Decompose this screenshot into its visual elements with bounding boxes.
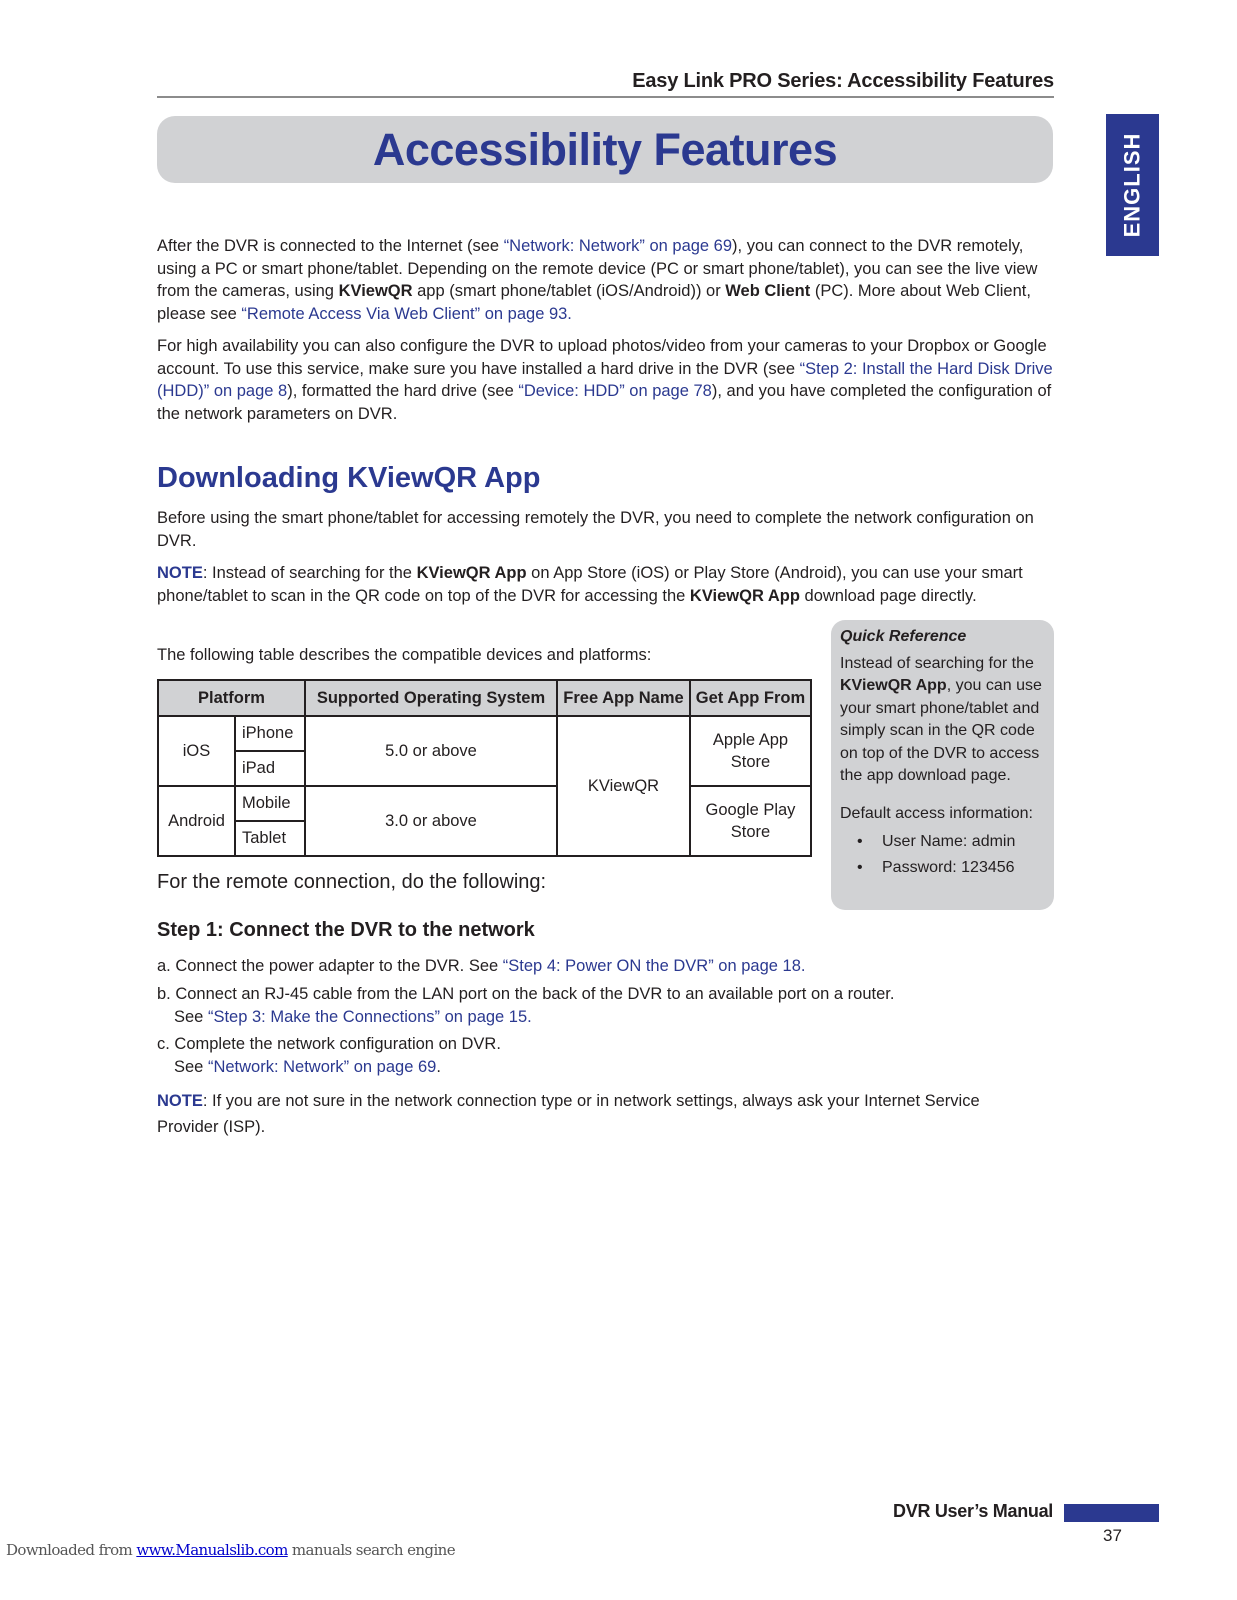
intro-paragraph-1 xyxy=(157,235,1057,325)
intro-paragraph-2 xyxy=(157,335,1057,425)
language-tab xyxy=(1106,114,1159,256)
note-label: NOTE xyxy=(157,564,203,582)
link-network-page-69[interactable]: “Network: Network” on page 69 xyxy=(207,1057,437,1076)
language-tab-label: ENGLISH xyxy=(1119,132,1145,238)
header-title: Easy Link PRO Series: Accessibility Features xyxy=(632,70,1054,92)
list-item-text: Password: 123456 xyxy=(882,859,1015,876)
download-note xyxy=(157,562,1057,607)
list-item xyxy=(840,829,1046,855)
remote-connection-intro: For the remote connection, do the following: xyxy=(157,871,547,893)
column-header: Free App Name xyxy=(557,680,690,716)
os-cell: 3.0 or above xyxy=(305,786,557,856)
compatibility-table xyxy=(157,679,812,857)
os-cell: 5.0 or above xyxy=(305,716,557,786)
step-1-heading: Step 1: Connect the DVR to the network xyxy=(157,919,535,941)
device-cell: Mobile xyxy=(235,786,305,821)
app-name-cell: KViewQR xyxy=(557,716,690,856)
text: : Instead of searching for the xyxy=(202,564,417,582)
section-heading: Downloading KViewQR App xyxy=(157,462,541,494)
text: Downloaded from xyxy=(6,1541,137,1559)
step-item-a xyxy=(157,955,1057,978)
text: : If you are not sure in the network connection type or in network settings, always ask your Internet Service Provider (ISP). xyxy=(157,1092,980,1136)
bold-text: Web Client xyxy=(725,282,811,300)
device-cell: iPhone xyxy=(235,716,305,751)
platform-cell: Android xyxy=(158,786,235,856)
link-install-hdd-page-8[interactable]: “Step 2: Install the Hard Disk Drive (HDD)” on page 8 xyxy=(157,359,1053,400)
device-cell: iPad xyxy=(235,751,305,786)
text: . xyxy=(436,1057,441,1076)
default-access-label: Default access information: xyxy=(840,804,1033,822)
link-device-hdd-page-78[interactable]: “Device: HDD” on page 78 xyxy=(518,382,712,400)
text: ), formatted the hard drive (see xyxy=(287,382,519,400)
platform-cell: iOS xyxy=(158,716,235,786)
bold-text: KViewQR App xyxy=(840,677,947,694)
text: For high availability you can also configure the DVR to upload photos/video from your cameras to your Dropbox or Google account. To use this service, make sure you have installed a hard drive in the DVR (see xyxy=(157,337,1047,378)
bold-text: KViewQR xyxy=(338,282,413,300)
page-number: 37 xyxy=(1103,1526,1122,1545)
list-item xyxy=(840,855,1046,881)
bullet-icon: • xyxy=(857,859,863,876)
text: c. Complete the network configuration on DVR. xyxy=(157,1035,501,1053)
text: b. Connect an RJ-45 cable from the LAN port on the back of the DVR to an available port on a router. xyxy=(157,985,895,1003)
column-header: Supported Operating System xyxy=(305,680,557,716)
link-network-page-69[interactable]: “Network: Network” on page 69 xyxy=(503,237,733,255)
device-cell: Tablet xyxy=(235,821,305,856)
column-header: Platform xyxy=(158,680,305,716)
bold-text: KViewQR App xyxy=(416,564,527,582)
text: Instead of searching for the xyxy=(840,654,1034,672)
link-power-on-page-18[interactable]: “Step 4: Power ON the DVR” on page 18. xyxy=(502,957,806,975)
quick-reference-box xyxy=(831,620,1054,910)
step-item-b xyxy=(157,983,1057,1028)
note-label: NOTE xyxy=(157,1092,203,1110)
quick-reference-title: Quick Reference xyxy=(840,628,967,645)
download-source-note xyxy=(6,1541,455,1559)
column-header: Get App From xyxy=(690,680,811,716)
step-item-c xyxy=(157,1033,1057,1078)
manualslib-link[interactable]: www.Manualslib.com xyxy=(136,1541,288,1559)
download-paragraph: Before using the smart phone/tablet for accessing remotely the DVR, you need to complete the network configuration on DVR. xyxy=(157,509,1034,550)
table-header-row xyxy=(158,680,811,716)
bold-text: KViewQR App xyxy=(689,586,800,605)
title-banner xyxy=(157,116,1053,183)
app-source-cell: Apple App Store xyxy=(690,716,811,786)
text: (PC). More about Web Client, please see xyxy=(157,282,1031,323)
link-web-client-page-93[interactable]: “Remote Access Via Web Client” on page 93. xyxy=(241,304,572,323)
header-divider xyxy=(157,96,1054,98)
app-source-cell: Google Play Store xyxy=(690,786,811,856)
table-row xyxy=(158,716,811,751)
table-intro: The following table describes the compatible devices and platforms: xyxy=(157,646,652,664)
text: , you can use your smart phone/tablet and simply scan in the QR code on top of the DVR to access the app download page. xyxy=(840,677,1042,784)
list-item-text: User Name: admin xyxy=(882,833,1016,850)
bullet-icon: • xyxy=(857,833,863,850)
text: download page directly. xyxy=(799,586,977,605)
quick-reference-text xyxy=(840,653,1046,788)
footer-manual-title: DVR User’s Manual xyxy=(893,1501,1053,1521)
text: See xyxy=(174,1007,208,1026)
text: app (smart phone/tablet (iOS/Android)) or xyxy=(412,282,726,300)
link-connections-page-15[interactable]: “Step 3: Make the Connections” on page 15. xyxy=(207,1007,532,1026)
table-row xyxy=(158,786,811,821)
default-access-list xyxy=(840,829,1046,881)
footer-accent-bar xyxy=(1064,1504,1159,1522)
text: ), you can connect to the DVR remotely, using a PC or smart phone/tablet. Depending on the remote device (PC or smart phone/tablet), you can see the live view from the cameras, using xyxy=(157,237,1038,300)
page-title: Accessibility Features xyxy=(372,123,838,175)
text: on App Store (iOS) or Play Store (Android), you can use your smart phone/tablet to scan in the QR code on top of the DVR for accessing the xyxy=(157,564,1023,605)
text: See xyxy=(174,1057,208,1076)
text: ), and you have completed the configuration of the network parameters on DVR. xyxy=(157,382,1052,423)
step-note xyxy=(157,1088,1037,1140)
text: After the DVR is connected to the Internet (see xyxy=(157,237,504,255)
text: a. Connect the power adapter to the DVR. See xyxy=(157,957,503,975)
text: manuals search engine xyxy=(287,1541,455,1559)
